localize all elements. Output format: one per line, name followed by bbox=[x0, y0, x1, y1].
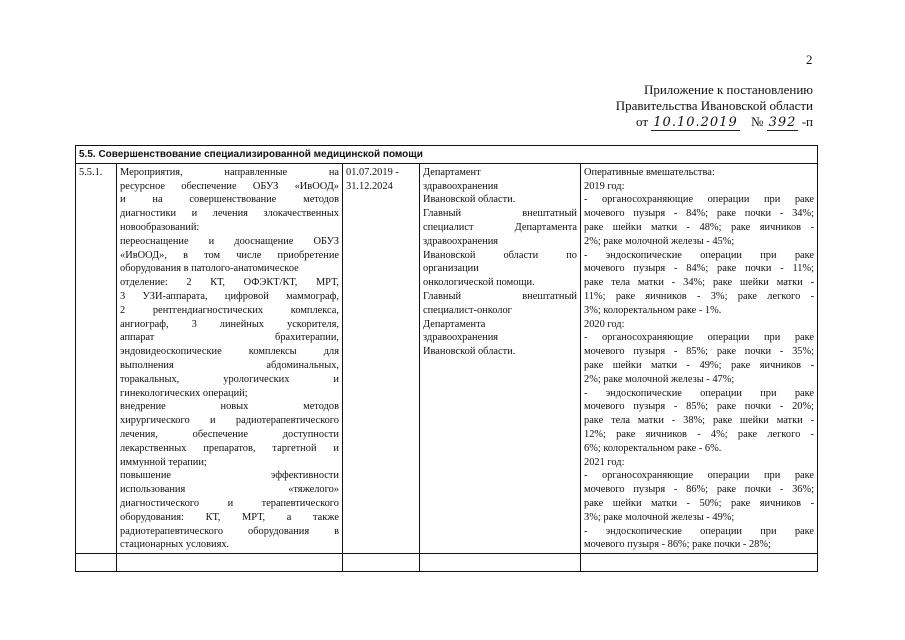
period-line: 31.12.2024 bbox=[346, 180, 393, 192]
responsible-line: организации bbox=[423, 263, 479, 275]
responsible-line: онкологической помощи. bbox=[423, 277, 535, 289]
responsible-cell bbox=[420, 163, 581, 553]
results-line: - органосохраняющие операции при раке bbox=[584, 470, 815, 482]
responsible-line: здравоохранения bbox=[423, 332, 499, 344]
measures-line: иммунной терапии; bbox=[120, 456, 207, 468]
empty-cell bbox=[581, 554, 818, 572]
measures-line: лекарственных препаратов, таргетной и bbox=[120, 442, 339, 454]
results-line: - органосохраняющие операции при раке bbox=[584, 332, 815, 344]
empty-cell bbox=[117, 554, 343, 572]
section-title: 5.5. Совершенствование специализированной медицинской помощи bbox=[76, 146, 818, 164]
page-number: 2 bbox=[806, 52, 813, 67]
results-line: 2%; раке молочной железы - 45%; bbox=[584, 235, 735, 247]
results-line: 2%; раке молочной железы - 47%; bbox=[584, 373, 735, 385]
measures-line: Мероприятия, направленные на bbox=[120, 166, 339, 178]
measures-line: гинекологических операций; bbox=[120, 387, 248, 399]
results-line: мочевого пузыря - 85%; раке почки - 35%; bbox=[584, 346, 815, 358]
number-suffix: -п bbox=[801, 114, 813, 129]
responsible-line: Ивановской области. bbox=[423, 346, 516, 358]
measures-line: аппарат брахитерапии, bbox=[120, 332, 339, 344]
responsible-line: Главный внештатный bbox=[423, 290, 577, 302]
results-line: раке шейки матки - 50%; раке яичников - bbox=[584, 497, 815, 509]
measures-line: лечения, обеспечение доступности bbox=[120, 428, 339, 440]
appendix-header bbox=[616, 82, 813, 131]
measures-line: ресурсное обеспечение ОБУЗ «ИвООД» bbox=[120, 180, 339, 192]
handwritten-date: 10.10.2019 bbox=[653, 115, 738, 130]
results-line: раке шейки матки - 48%; раке яичников - bbox=[584, 221, 815, 233]
results-line: 2021 год: bbox=[584, 456, 625, 468]
responsible-line: специалист-онколог bbox=[423, 304, 512, 316]
results-line: - органосохраняющие операции при раке bbox=[584, 194, 815, 206]
results-line: - эндоскопические операции при раке bbox=[584, 387, 815, 399]
measures-line: 2 рентгендиагностических комплекса, bbox=[120, 304, 339, 316]
results-line: 6%; колоректальном раке - 6%. bbox=[584, 442, 722, 454]
results-line: мочевого пузыря - 86%; раке почки - 28%; bbox=[584, 539, 771, 551]
responsible-line: здравоохранения bbox=[423, 180, 499, 192]
results-line: - эндоскопические операции при раке bbox=[584, 525, 815, 537]
responsible-line: Департамента bbox=[423, 318, 486, 330]
results-line: 3%; раке молочной железы - 49%; bbox=[584, 511, 735, 523]
results-line: мочевого пузыря - 84%; раке почки - 11%; bbox=[584, 263, 815, 275]
results-line: Оперативные вмешательства: bbox=[584, 166, 715, 178]
results-line: 2020 год: bbox=[584, 318, 625, 330]
measures-line: оборудования: КТ, МРТ, а также bbox=[120, 511, 339, 523]
measures-line: внедрение новых методов bbox=[120, 401, 339, 413]
results-line: 3%; колоректальном раке - 1%. bbox=[584, 304, 722, 316]
results-cell bbox=[581, 163, 818, 553]
measures-line: «ИвООД», в том числе приобретение bbox=[120, 249, 339, 261]
table-row bbox=[76, 163, 818, 553]
empty-cell bbox=[420, 554, 581, 572]
measures-line: диагностического и терапевтического bbox=[120, 497, 339, 509]
number-label: № bbox=[750, 114, 764, 129]
handwritten-number: 392 bbox=[768, 115, 797, 130]
responsible-line: Департамент bbox=[423, 166, 481, 178]
appendix-line-3 bbox=[616, 114, 813, 131]
measures-line: хирургического и радиотерапевтического bbox=[120, 415, 339, 427]
appendix-line-1: Приложение к постановлению bbox=[643, 82, 813, 97]
measures-line: переоснащение и дооснащение ОБУЗ bbox=[120, 235, 339, 247]
row-id: 5.5.1. bbox=[79, 166, 103, 178]
results-line: мочевого пузыря - 85%; раке почки - 20%; bbox=[584, 401, 815, 413]
responsible-line: специалист Департамента bbox=[423, 221, 577, 233]
results-line: раке тела матки - 38%; раке шейки матки - bbox=[584, 415, 815, 427]
results-line: раке тела матки - 34%; раке шейки матки - bbox=[584, 277, 815, 289]
measures-table bbox=[75, 145, 818, 572]
measures-line: диагностики и лечения злокачественных bbox=[120, 208, 339, 220]
measures-cell bbox=[117, 163, 343, 553]
period-cell bbox=[343, 163, 420, 553]
results-line: 12%; раке яичников - 4%; раке легкого - bbox=[584, 428, 815, 440]
results-line: раке шейки матки - 49%; раке яичников - bbox=[584, 359, 815, 371]
section-row bbox=[76, 146, 818, 164]
measures-line: радиотерапевтического оборудования в bbox=[120, 525, 339, 537]
empty-cell bbox=[343, 554, 420, 572]
measures-line: повышение эффективности bbox=[120, 470, 339, 482]
measures-line: новообразований: bbox=[120, 221, 200, 233]
measures-line: 3 УЗИ-аппарата, цифровой маммограф, bbox=[120, 290, 339, 302]
measures-line: использования «тяжелого» bbox=[120, 484, 339, 496]
empty-cell bbox=[76, 554, 117, 572]
results-line: мочевого пузыря - 84%; раке почки - 34%; bbox=[584, 208, 815, 220]
responsible-line: Ивановской области. bbox=[423, 194, 516, 206]
measures-line: и на совершенствование методов bbox=[120, 194, 339, 206]
period-line: 01.07.2019 - bbox=[346, 166, 399, 178]
row-id-cell bbox=[76, 163, 117, 553]
measures-line: эндовидеоскопические комплексы для bbox=[120, 346, 339, 358]
measures-line: выполнения абдоминальных, bbox=[120, 359, 339, 371]
measures-line: ангиограф, 3 линейных ускорителя, bbox=[120, 318, 339, 330]
measures-line: оборудования в патолого-анатомическое bbox=[120, 263, 299, 275]
measures-line: торакальных, урологических и bbox=[120, 373, 339, 385]
results-line: мочевого пузыря - 86%; раке почки - 36%; bbox=[584, 484, 815, 496]
appendix-line-2: Правительства Ивановской области bbox=[615, 98, 813, 113]
results-line: 11%; раке яичников - 3%; раке легкого - bbox=[584, 290, 815, 302]
continuation-row bbox=[76, 554, 818, 572]
responsible-line: здравоохранения bbox=[423, 235, 499, 247]
responsible-line: Главный внештатный bbox=[423, 208, 577, 220]
responsible-line: Ивановской области по bbox=[423, 249, 577, 261]
results-line: 2019 год: bbox=[584, 180, 625, 192]
measures-line: отделение: 2 КТ, ОФЭКТ/КТ, МРТ, bbox=[120, 277, 339, 289]
from-label: от bbox=[636, 114, 649, 129]
measures-line: стационарных условиях. bbox=[120, 539, 230, 551]
results-line: - эндоскопические операции при раке bbox=[584, 249, 815, 261]
